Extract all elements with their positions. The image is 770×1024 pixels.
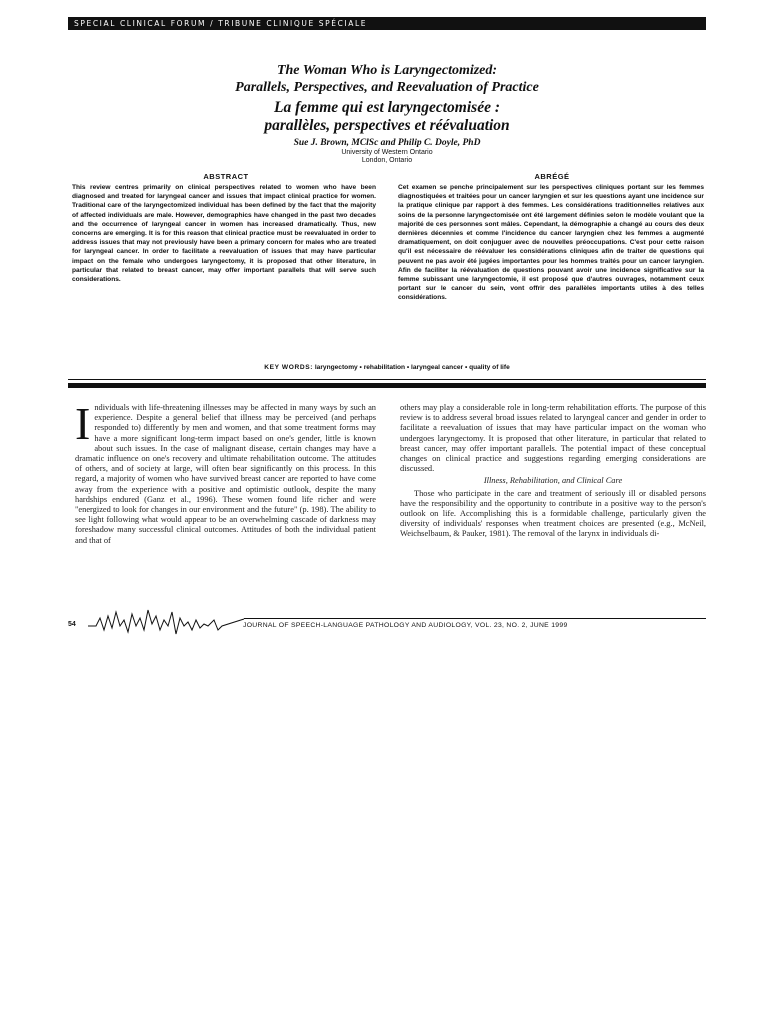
english-title-line1: The Woman Who is Laryngectomized: bbox=[276, 63, 498, 78]
title-block bbox=[68, 62, 706, 165]
abstract-heading: ABSTRACT bbox=[203, 172, 249, 181]
affiliation-university: University of Western Ontario bbox=[341, 149, 433, 156]
keywords-terms: laryngectomy • rehabilitation • laryngeal cancer • quality of life bbox=[314, 364, 510, 371]
drop-cap: I bbox=[75, 398, 91, 449]
body-column-left bbox=[75, 398, 376, 546]
thick-rule bbox=[68, 383, 706, 388]
keywords-label: KEY WORDS: bbox=[264, 364, 313, 371]
journal-citation: JOURNAL OF SPEECH-LANGUAGE PATHOLOGY AND AUDIOLOGY, VOL. 23, NO. 2, JUNE 1999 bbox=[243, 622, 568, 629]
waveform-logo-icon bbox=[88, 606, 248, 636]
body-paragraph-2: Those who participate in the care and treatment of seriously ill or disabled persons have the responsibility and the opportunity to contribute in a positive way to the person's outlook on life. Accomplishing this is a formidable challenge, particularly given the diversity of individuals' responses when treatment choices are presented (e.g., McNeil, Weichselbaum, & Pauker, 1981). The removal of the larynx in individuals di- bbox=[400, 488, 706, 539]
page-footer bbox=[68, 606, 706, 636]
section-banner: SPECIAL CLINICAL FORUM / TRIBUNE CLINIQUE SPÉCIALE bbox=[68, 17, 706, 30]
page-number: 54 bbox=[68, 621, 76, 628]
abstract-text: This review centres primarily on clinical perspectives related to women who have been diagnosed and treated for laryngeal cancer and issues that impact clinical practice for women. Traditional care of the laryngectomized individual has been defined by the fact that the majority of affected individuals are male. However, demographics have changed in the past two decades and the occurrence of laryngeal cancer in women has increased dramatically. Thus, new concerns are emerging. It is for this reason that clinical practice must be reevaluated in order to address issues that may not previously have been a primary concern for males who are treated for laryngeal cancer. In order to facilitate a reevaluation of issues that may have particular impact on the female who undergoes laryngectomy, it is proposed that other literature, in particular that related to breast cancer, may offer important parallels that will serve such considerations. bbox=[72, 184, 376, 284]
abrege-text: Cet examen se penche principalement sur les perspectives cliniques portant sur les femmes diagnostiquées et traitées pour un cancer laryngien et sur les questions ayant une incidence sur la pratique clinique par rapport à des femmes. Les considérations traditionnelles relatives aux soins de la personne laryngectomisée ont été largement définies selon le modèle voulant que la majorité de ces personnes sont mâles. Cependant, la démographie a changé au cours des deux dernières décennies et comme l'incidence du cancer laryngien chez les femmes a augmenté dramatiquement, on doit conjuguer avec de nouvelles préoccupations. C'est pour cette raison qu'il est nécessaire de réévaluer les considérations cliniques afin de traiter de questions qui peuvent ne pas avoir été jugées importantes pour les hommes traités pour un cancer laryngien. Afin de faciliter la réévaluation de questions pouvant avoir une incidence significative sur la femme subissant une laryngectomie, il est proposé que d'autres ouvrages, notamment ceux portant sur le cancer du sein, vont offrir des parallèles importants utiles à des telles considérations. bbox=[398, 184, 704, 302]
affiliation-location: London, Ontario bbox=[361, 157, 413, 164]
body-text-left: ndividuals with life-threatening illnesses may be affected in many ways by such an experience. Despite a general belief that illness may be perceived (and perhaps responded to) differently by men and women, and that some treatment forms may have a more significant long-term impact based on one's gender, little is known about such issues. In the case of malignant disease, certain changes may have a dramatic influence on one's recovery and ultimate rehabilitation outcome. The attitudes of others, and of society at large, will often bear significantly on this process. In this regard, a majority of women who have survived breast cancer are reported to have come away from the experience with a positive and optimistic outlook, despite the many hardships endured (Ganz et al., 1996). These women found life richer and were "energized to look for changes in our environment and the future" (p. 198). The ability to see light following what would appear to be an overwhelming cascade of darkness may foreshadow many successful clinical outcomes. Attitudes of both the individual patient and that of bbox=[75, 403, 376, 545]
english-title-line2: Parallels, Perspectives, and Reevaluation of Practice bbox=[235, 80, 539, 95]
french-title-line1: La femme qui est laryngectomisée : bbox=[274, 99, 500, 116]
body-column-right bbox=[400, 403, 706, 540]
authors: Sue J. Brown, MClSc and Philip C. Doyle, PhD bbox=[293, 138, 481, 148]
thin-rule bbox=[68, 379, 706, 380]
abrege-heading: ABRÉGÉ bbox=[534, 172, 570, 181]
section-subheading: Illness, Rehabilitation, and Clinical Care bbox=[483, 476, 623, 486]
french-title-line2: parallèles, perspectives et réévaluation bbox=[264, 117, 510, 134]
footer-rule bbox=[244, 618, 706, 619]
keywords bbox=[68, 364, 706, 371]
body-paragraph-1: others may play a considerable role in long-term rehabilitation efforts. The purpose of this review is to address several broad issues related to laryngeal cancer and gender in order to facilitate a reevaluation of issues that may have particular impact on the woman who undergoes laryngectomy. It is proposed that other literature, in particular that related to breast cancer, may offer important parallels. The potential impact of these conceptual changes on clinical practice and suggestions regarding emerging considerations are discussed. bbox=[400, 403, 706, 474]
